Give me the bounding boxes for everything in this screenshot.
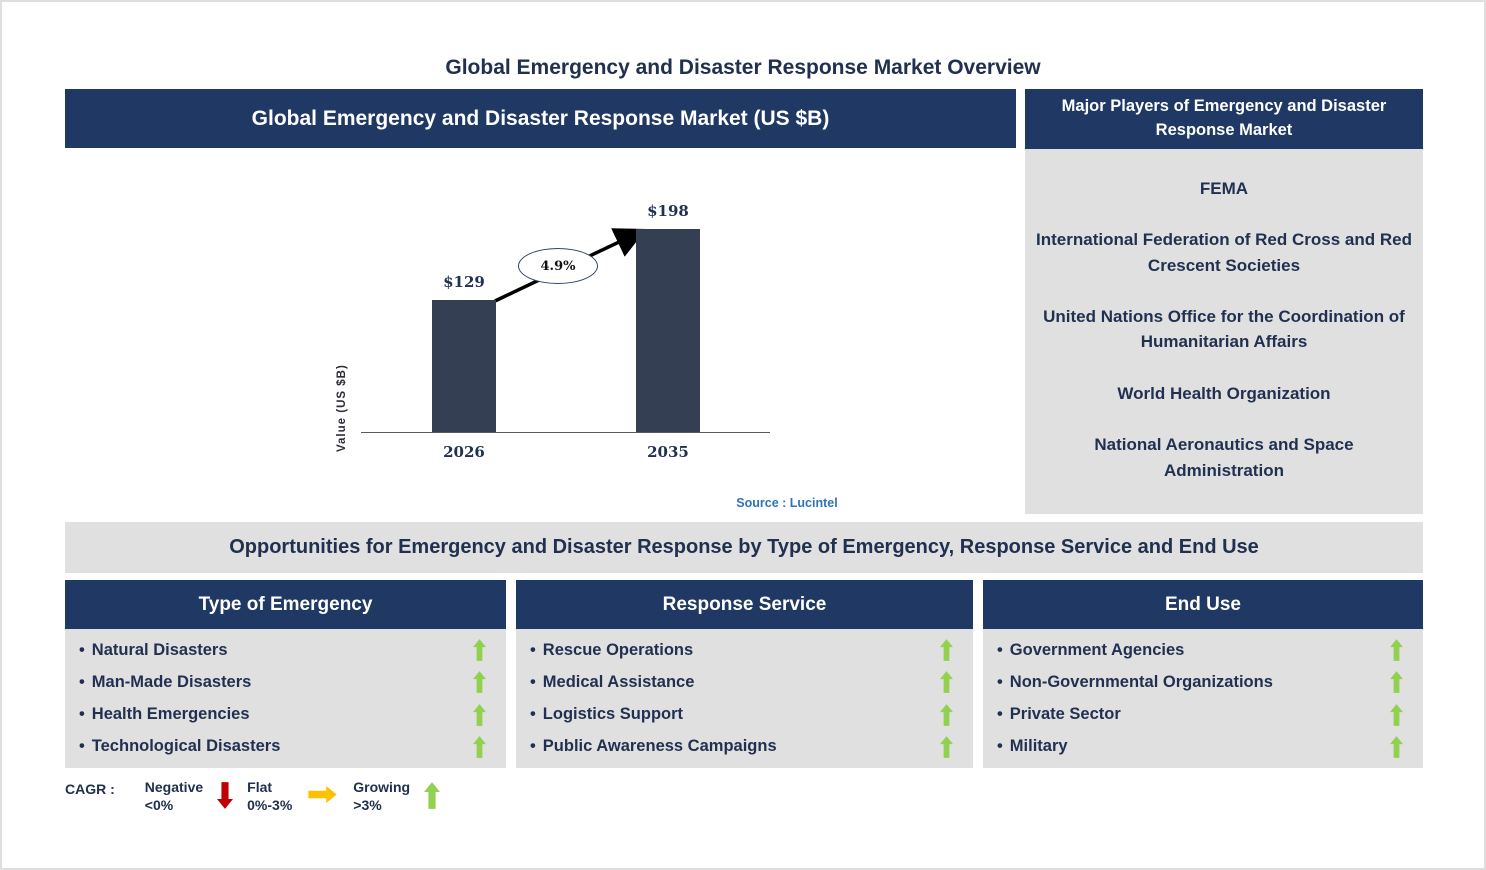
- list-item: [983, 670, 1423, 694]
- growing-up-arrow-icon: [473, 703, 486, 727]
- list-item: [983, 703, 1423, 727]
- growing-up-arrow-icon: [1390, 670, 1403, 694]
- legend-growing-range: >3%: [353, 796, 382, 813]
- major-players-panel: [1025, 89, 1423, 514]
- flat-right-arrow-icon: [306, 786, 339, 803]
- chart-panel-header-label: Global Emergency and Disaster Response Market (US $B): [251, 106, 830, 130]
- bullet: •: [997, 705, 1003, 724]
- growing-up-arrow-icon: [473, 670, 486, 694]
- growing-up-arrow-icon: [473, 638, 486, 662]
- x-tick-2035: 2035: [647, 443, 689, 461]
- y-axis-label: Value (US $B): [336, 364, 348, 452]
- item-label: Man-Made Disasters: [91, 672, 252, 691]
- bullet: •: [79, 640, 85, 659]
- item-label: Non-Governmental Organizations: [1009, 672, 1273, 691]
- growing-up-arrow-icon: [940, 735, 953, 759]
- player-item: United Nations Office for the Coordination of Humanitarian Affairs: [1043, 306, 1405, 352]
- x-axis-line: [361, 432, 770, 433]
- opportunities-title: Opportunities for Emergency and Disaster Response by Type of Emergency, Response Service and End Use: [65, 522, 1423, 573]
- bullet: •: [79, 672, 85, 691]
- item-label: Natural Disasters: [91, 640, 228, 659]
- list-item: [516, 638, 973, 662]
- bar-chart: [65, 148, 1016, 514]
- legend-negative-range: <0%: [144, 796, 174, 813]
- column-header: Response Service: [516, 580, 973, 629]
- item-label: Private Sector: [1009, 705, 1121, 724]
- bullet: •: [79, 705, 85, 724]
- growing-up-arrow-icon: [1390, 638, 1403, 662]
- growing-up-arrow-icon: [473, 735, 486, 759]
- column-type-of-emergency: [65, 580, 506, 768]
- item-label: Military: [1009, 737, 1068, 756]
- growing-up-arrow-icon: [424, 779, 440, 812]
- legend-negative-name: Negative: [144, 779, 204, 795]
- bar-2026: [432, 300, 496, 432]
- bullet: •: [997, 737, 1003, 756]
- legend-item-flat: [247, 779, 353, 814]
- bar-2035: [636, 229, 700, 432]
- list-item: [516, 703, 973, 727]
- growing-up-arrow-icon: [940, 670, 953, 694]
- list-item: [65, 638, 506, 662]
- major-players-list: [1025, 149, 1423, 514]
- list-item: [516, 670, 973, 694]
- legend-title: CAGR :: [65, 781, 115, 797]
- item-label: Logistics Support: [542, 705, 684, 724]
- growing-up-arrow-icon: [1390, 703, 1403, 727]
- opportunity-columns: [65, 580, 1423, 768]
- legend-growing-name: Growing: [353, 779, 411, 795]
- growing-up-arrow-icon: [940, 638, 953, 662]
- growing-up-arrow-icon: [940, 703, 953, 727]
- bullet: •: [79, 737, 85, 756]
- legend-item-growing: [353, 779, 454, 814]
- cagr-ellipse: [518, 248, 598, 284]
- bullet: •: [530, 672, 536, 691]
- player-item: International Federation of Red Cross and Red Crescent Societies: [1036, 230, 1412, 275]
- item-label: Government Agencies: [1009, 640, 1185, 659]
- legend-flat-name: Flat: [247, 779, 273, 795]
- item-label: Technological Disasters: [91, 737, 281, 756]
- player-item: FEMA: [1199, 178, 1249, 198]
- source-label: Source : Lucintel: [736, 496, 838, 510]
- x-tick-2026: 2026: [443, 443, 485, 461]
- bullet: •: [997, 672, 1003, 691]
- list-item: [983, 735, 1423, 759]
- player-item: World Health Organization: [1117, 383, 1331, 403]
- major-players-header: Major Players of Emergency and Disaster Response Market: [1025, 89, 1423, 149]
- item-label: Rescue Operations: [542, 640, 694, 659]
- legend-item-negative: [145, 779, 247, 814]
- column-header: Type of Emergency: [65, 580, 506, 629]
- column-response-service: [516, 580, 973, 768]
- cagr-growth-arrow: [65, 148, 1016, 514]
- list-item: [983, 638, 1423, 662]
- bullet: •: [530, 705, 536, 724]
- item-label: Health Emergencies: [91, 705, 250, 724]
- negative-down-arrow-icon: [217, 779, 233, 812]
- bullet: •: [530, 737, 536, 756]
- legend-flat-range: 0%-3%: [247, 796, 293, 813]
- column-end-use: [983, 580, 1423, 768]
- item-label: Public Awareness Campaigns: [542, 737, 777, 756]
- bar-value-2026: $129: [443, 273, 485, 291]
- cagr-legend: [65, 779, 454, 814]
- player-item: National Aeronautics and Space Administration: [1094, 435, 1354, 480]
- item-label: Medical Assistance: [542, 672, 695, 691]
- bullet: •: [530, 640, 536, 659]
- cagr-value: 4.9%: [540, 258, 576, 274]
- chart-panel-header: [65, 89, 1016, 148]
- page-title: Global Emergency and Disaster Response Market Overview: [445, 56, 1041, 79]
- list-item: [516, 735, 973, 759]
- column-header: End Use: [983, 580, 1423, 629]
- list-item: [65, 703, 506, 727]
- list-item: [65, 735, 506, 759]
- bullet: •: [997, 640, 1003, 659]
- growing-up-arrow-icon: [1390, 735, 1403, 759]
- bar-value-2035: $198: [647, 202, 689, 220]
- list-item: [65, 670, 506, 694]
